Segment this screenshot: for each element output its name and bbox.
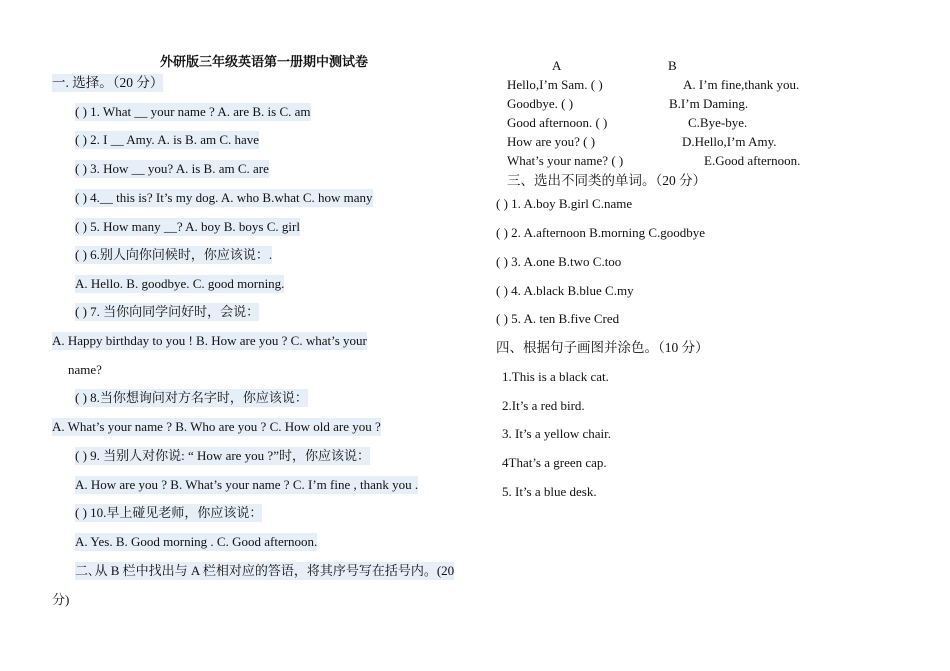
question-8-options: A. What’s your name ? B. Who are you ? C. How old are you ? <box>52 419 381 434</box>
odd-word-3: ( ) 3. A.one B.two C.too <box>496 254 622 269</box>
column-b-label: B <box>668 58 677 73</box>
match-a-1: Hello,I’m Sam. ( ) <box>507 77 603 92</box>
draw-item-4: 4That’s a green cap. <box>502 455 607 470</box>
odd-word-5: ( ) 5. A. ten B.five Cred <box>496 311 620 326</box>
match-b-2: B.I’m Daming. <box>669 96 749 111</box>
odd-word-2: ( ) 2. A.afternoon B.morning C.goodbye <box>496 225 706 240</box>
question-7-options-cont: name? <box>68 362 102 377</box>
match-b-3: C.Bye-bye. <box>688 115 748 130</box>
draw-item-1: 1.This is a black cat. <box>502 369 609 384</box>
question-8: ( ) 8.当你想询问对方名字时，你应该说： <box>75 390 308 405</box>
question-10-options: A. Yes. B. Good morning . C. Good afternoon. <box>75 534 318 549</box>
section-1-heading: 一. 选择。（20 分） <box>52 75 164 90</box>
draw-item-5: 5. It’s a blue desk. <box>502 484 597 499</box>
question-9-options: A. How are you ? B. What’s your name ? C. I’m fine , thank you . <box>75 477 419 492</box>
question-4: ( ) 4.__ this is? It’s my dog. A. who B.what C. how many <box>75 190 373 205</box>
question-6-options: A. Hello. B. goodbye. C. good morning. <box>75 276 285 291</box>
odd-word-4: ( ) 4. A.black B.blue C.my <box>496 283 634 298</box>
match-b-5: E.Good afternoon. <box>704 153 801 168</box>
section-3-heading: 三、选出不同类的单词。（20 分） <box>507 173 707 188</box>
page-title: 外研版三年级英语第一册期中测试卷 <box>160 54 369 69</box>
question-1: ( ) 1. What __ your name ? A. are B. is C. am <box>75 104 311 119</box>
match-a-2: Goodbye. ( ) <box>507 96 574 111</box>
section-2-heading-cont: 分) <box>52 592 70 607</box>
match-a-5: What’s your name? ( ) <box>507 153 624 168</box>
match-b-4: D.Hello,I’m Amy. <box>682 134 777 149</box>
question-7-options: A. Happy birthday to you ! B. How are you ? C. what’s your <box>52 333 367 348</box>
question-5: ( ) 5. How many __? A. boy B. boys C. girl <box>75 219 300 234</box>
match-a-3: Good afternoon. ( ) <box>507 115 608 130</box>
column-a-label: A <box>552 58 562 73</box>
section-4-heading: 四、根据句子画图并涂色。（10 分） <box>496 340 709 355</box>
question-9: ( ) 9. 当别人对你说: “ How are you ?”时，你应该说： <box>75 448 370 463</box>
section-2-heading: 二､从 B 栏中找出与 A 栏相对应的答语，将其序号写在括号内。(20 <box>75 563 455 578</box>
question-10: ( ) 10.早上碰见老师，你应该说： <box>75 505 263 520</box>
question-7: ( ) 7. 当你向同学问好时，会说： <box>75 304 260 319</box>
draw-item-2: 2.It’s a red bird. <box>502 398 585 413</box>
match-b-1: A. I’m fine,thank you. <box>683 77 800 92</box>
match-a-4: How are you? ( ) <box>507 134 596 149</box>
question-2: ( ) 2. I __ Amy. A. is B. am C. have <box>75 132 260 147</box>
question-6: ( ) 6.别人向你问候时，你应该说：. <box>75 247 273 262</box>
question-3: ( ) 3. How __ you? A. is B. am C. are <box>75 161 269 176</box>
odd-word-1: ( ) 1. A.boy B.girl C.name <box>496 196 633 211</box>
draw-item-3: 3. It’s a yellow chair. <box>502 426 612 441</box>
